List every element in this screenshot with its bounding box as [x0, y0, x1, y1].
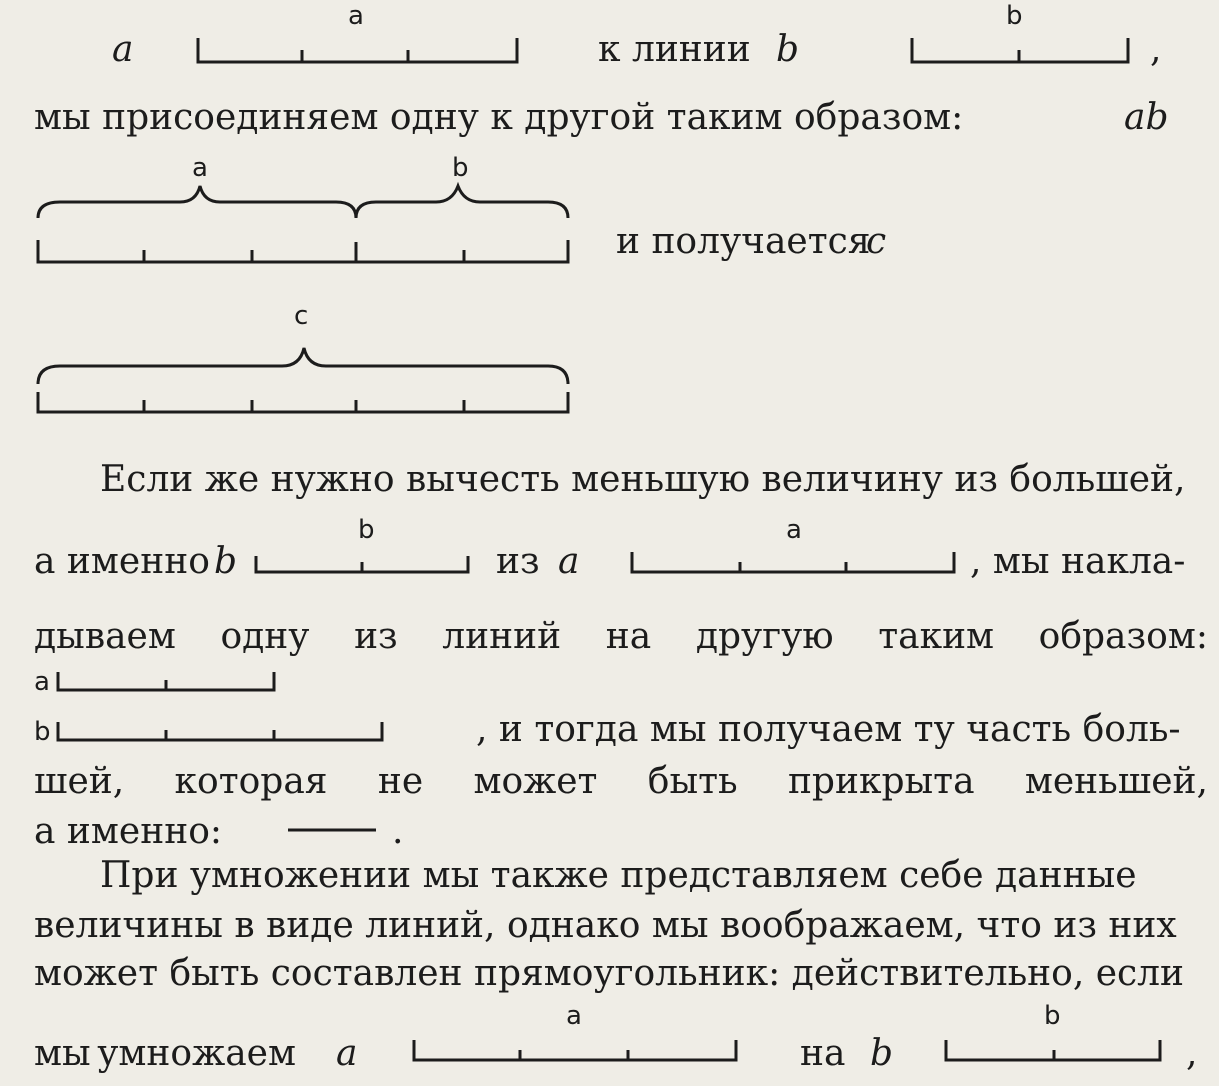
para2-line1: При умножении мы также представляем себе данные: [100, 855, 1137, 896]
label-a: a: [786, 515, 802, 545]
segment-ab: [38, 240, 568, 262]
para1-line1: Если же нужно вычесть меньшую величину из большей,: [100, 459, 1186, 500]
word: не: [377, 761, 424, 802]
brace-a: [38, 186, 356, 218]
para1-line5: [34, 762, 1208, 802]
word: образом:: [1038, 616, 1208, 657]
label-a: a: [566, 1001, 582, 1031]
label-a: a: [34, 667, 50, 697]
segment-a: [198, 38, 517, 62]
brace-b: [356, 186, 568, 218]
comma: ,: [1186, 1033, 1198, 1074]
word: таким: [878, 616, 995, 657]
var-ab: ab: [1124, 97, 1169, 138]
comma: ,: [1150, 29, 1162, 70]
var-c: c: [866, 221, 887, 262]
word: прикрыта: [787, 761, 975, 802]
segment-b: [256, 556, 468, 572]
word: быть: [647, 761, 738, 802]
label-c: c: [294, 301, 309, 331]
word: мы: [34, 1033, 91, 1074]
var-a: a: [558, 541, 580, 582]
word: из: [354, 616, 398, 657]
para1-line2-end: , мы накла-: [970, 541, 1186, 582]
word: шей,: [34, 761, 125, 802]
to-line-text: к линии: [598, 29, 751, 70]
var-b: b: [776, 29, 800, 70]
para2-line3: может быть составлен прямоугольник: действительно, если: [34, 953, 1185, 994]
word: которая: [174, 761, 328, 802]
para2-line4-words: [34, 1034, 296, 1074]
label-b: b: [1006, 1, 1023, 31]
var-b: b: [870, 1033, 894, 1074]
para2-line2: величины в виде линий, однако мы воображаем, что из них: [34, 905, 1177, 946]
segment-a: [58, 672, 274, 690]
label-b: b: [452, 153, 469, 183]
brace-c: [38, 348, 568, 384]
label-b: b: [358, 515, 375, 545]
word: дываем: [34, 616, 176, 657]
word: одну: [220, 616, 310, 657]
word: умножаем: [97, 1033, 296, 1074]
para1-line2-start: а именно: [34, 541, 210, 582]
segment-a: [632, 552, 954, 572]
var-b: b: [214, 541, 238, 582]
para1-line4: , и тогда мы получаем ту часть боль-: [476, 709, 1181, 750]
word: линий: [442, 616, 562, 657]
var-a: a: [112, 29, 134, 70]
segment-b: [946, 1040, 1160, 1060]
label-a: a: [192, 153, 208, 183]
from-text: из: [496, 541, 540, 582]
label-b: b: [1044, 1001, 1061, 1031]
period: .: [392, 811, 404, 852]
word: может: [473, 761, 598, 802]
on-text: на: [800, 1033, 846, 1074]
label-b: b: [34, 717, 51, 747]
word: на: [605, 616, 652, 657]
segment-a: [414, 1040, 736, 1060]
var-a: a: [336, 1033, 358, 1074]
segment-b: [912, 38, 1128, 62]
para1-line6: а именно:: [34, 811, 222, 852]
join-text: мы присоединяем одну к другой таким образом:: [34, 97, 964, 138]
result-text: и получается: [616, 221, 871, 262]
word: меньшей,: [1024, 761, 1208, 802]
label-a: a: [348, 1, 364, 31]
para1-line3: [34, 617, 1208, 657]
word: другую: [695, 616, 834, 657]
segment-c: [38, 392, 568, 412]
segment-b: [58, 722, 382, 740]
